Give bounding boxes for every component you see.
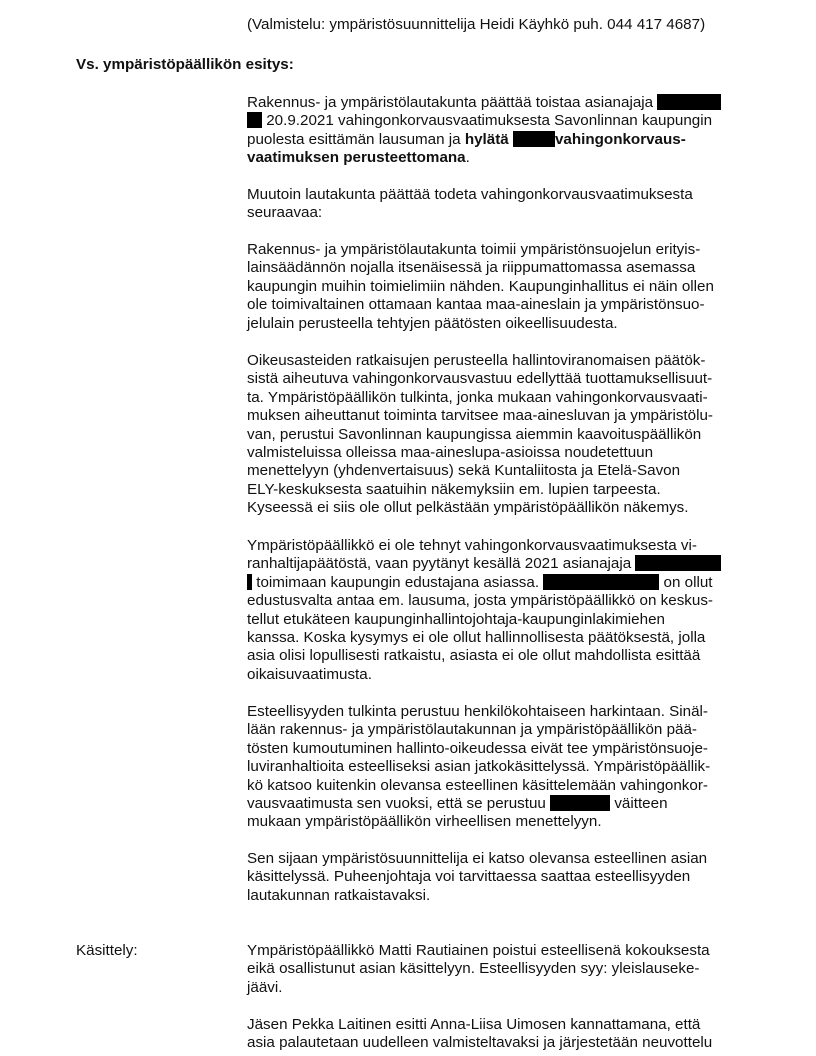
line: puolesta esittämän lausuman ja hylätä vahingonkorvaus- [247, 130, 686, 148]
redaction-box [543, 574, 659, 590]
handling-paragraph-1: Ympäristöpäällikkö Matti Rautiainen poistui esteellisenä kokouksesta eikä osallistunut asian käsittelyyn. Esteellisyyden syy: yleislauseke- jäävi. [247, 942, 710, 996]
preparation-note: (Valmistelu: ympäristösuunnittelija Heidi Käyhkö puh. 044 417 4687) [247, 16, 706, 33]
line: toimimaan kaupungin edustajana asiassa. on ollut [247, 574, 747, 592]
proposal-paragraph-4: Oikeusasteiden ratkaisujen perusteella hallintoviranomaisen päätök- sistä aiheutuva vahingonkorvausvastuu edellyttää tuottamuksellisuut- ta. Ympäristöpäällikön tulkinta, jonka mukaan vahingonkorvausvaati- muksen aiheuttanut toiminta tarvitsee maa-ainesluvan ja ympäristölu- van, perustui Savonlinnan kaupungissa aiemmin kaavoituspäällikön valmisteluissa olleissa maa-aineslupa-asioissa noudetettuun menettelyyn (yhdenvertaisuus) sekä Kuntaliitosta ja Etelä-Savon ELY-keskuksesta saatuihin näkemyksiin em. lupien tarpeesta. Kyseessä ei siis ole ollut pelkästään ympäristöpäällikön näkemys. [247, 352, 713, 517]
line: 20.9.2021 vahingonkorvausvaatimuksesta Savonlinnan kaupungin [247, 112, 747, 130]
redaction-box [513, 131, 555, 147]
handling-label: Käsittely: [76, 942, 138, 959]
proposal-paragraph-7: Sen sijaan ympäristösuunnittelija ei katso olevansa esteellinen asian käsittelyssä. Puheenjohtaja voi tarvittaessa saattaa esteellisyyden lautakunnan ratkaistavaksi. [247, 850, 708, 904]
redaction-box [550, 795, 610, 811]
redaction-box [247, 574, 252, 590]
proposal-heading: Vs. ympäristöpäällikön esitys: [76, 56, 294, 73]
line: Rakennus- ja ympäristölautakunta päättää toistaa asianajaja [247, 94, 747, 112]
line: vaatimuksen perusteettomana. [247, 149, 470, 167]
proposal-paragraph-6: Esteellisyyden tulkinta perustuu henkilökohtaiseen harkintaan. Sinäl- lään rakennus- ja ympäristölautakunnan ja ympäristöpäällikön pää- tösten kumoutuminen hallinto-oikeudessa eivät tee ympäristönsuoje- luviranhaltioita esteelliseksi asian jatkokäsittelyssä. Ympäristöpäällik- kö katsoo kuitenkin olevansa esteellinen käsittelemään vahingonkor- vausvaatimusta sen vuoksi, että se perustuu väitteen mukaan ympäristöpäällikön virheellisen menettelyyn. [247, 703, 747, 832]
proposal-paragraph-3: Rakennus- ja ympäristölautakunta toimii ympäristönsuojelun erityis- lainsäädännön nojalla itsenäisessä ja riippumattomassa asemassa kaupungin muihin toimielimiin nähden. Kaupunginhallitus ei näin ollen ole toimivaltainen ottamaan kantaa maa-aineslain ja ympäristönsuo- jelulain perusteella tehtyjen päätösten oikeellisuudesta. [247, 241, 714, 332]
redaction-box [657, 94, 721, 110]
handling-paragraph-2: Jäsen Pekka Laitinen esitti Anna-Liisa Uimosen kannattamana, että asia palautetaan uudelleen valmisteltavaksi ja järjestetään neuvottelu [247, 1016, 713, 1052]
proposal-paragraph-1 [247, 94, 747, 168]
proposal-paragraph-2: Muutoin lautakunta päättää todeta vahingonkorvausvaatimuksesta seuraavaa: [247, 186, 693, 222]
proposal-paragraph-5: Ympäristöpäällikkö ei ole tehnyt vahingonkorvausvaatimuksesta vi- ranhaltijapäätöstä, vaan pyytänyt kesällä 2021 asianajaja toimimaan kaupungin edustajana asiassa. on ollut edustusvalta antaa em. lausuma, josta ympäristöpäällikkö on keskus- tellut etukäteen kaupunginhallintojohtaja-kaupunginlakimiehen kanssa. Koska kysymys ei ole ollut hallinnollisesta päätöksestä, jolla asia olisi lopullisesti ratkaistu, asiasta ei ole ollut mahdollista esittää oikaisuvaatimusta. [247, 537, 747, 684]
redaction-box [247, 112, 262, 128]
line: vausvaatimusta sen vuoksi, että se perustuu väitteen [247, 795, 668, 813]
line: ranhaltijapäätöstä, vaan pyytänyt kesällä 2021 asianajaja [247, 555, 747, 573]
redaction-box [635, 555, 721, 571]
